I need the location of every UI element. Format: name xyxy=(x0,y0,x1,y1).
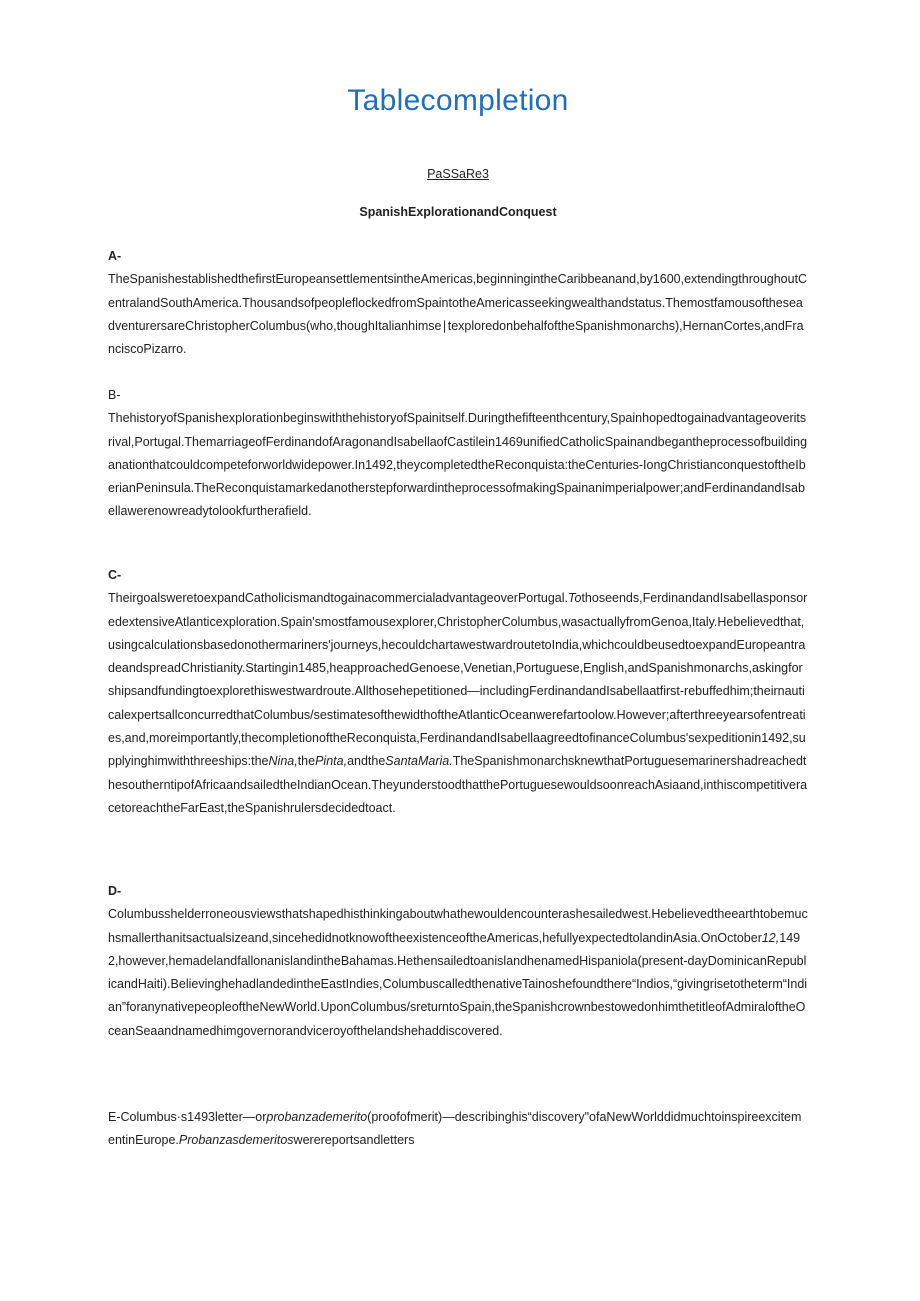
paragraph-e xyxy=(108,1106,808,1153)
paragraph-d-text xyxy=(108,903,808,1043)
paragraph-d-label: D- xyxy=(108,884,122,898)
document-title: Tablecompletion xyxy=(347,84,569,117)
paragraph-c-text-7: andthe xyxy=(347,754,386,769)
paragraph-b-label: B- xyxy=(108,388,121,402)
paragraph-e-text-5: werereportsandletters xyxy=(293,1133,415,1148)
ship-name-pinta: Pinta, xyxy=(315,754,348,769)
paragraph-c-label: C- xyxy=(108,568,122,582)
paragraph-c xyxy=(108,564,808,820)
paragraph-d-text-1: Columbusshelderroneousviewsthatshapedhisthinkingaboutwhathewouldencounterashesailedwest.Hebelievedtheearthtobemuchsmallerthanitsactualsizeand,sincehedidnotknowoftheexistenceoftheAmericas,hefullyexpectedtolandinAsia.OnOctober xyxy=(108,907,808,945)
paragraph-c-text xyxy=(108,587,808,820)
paragraph-c-text-3: thoseends,FerdinandandIsabellasponsoredextensiveAtlanticexploration.Spain'smostfamousexplorer,ChristopherColumbus,wasactuallyfromGenoa,Italy.Hebelievedthat,usingcalculationsbasedonothermariners'journeys,hecouldchartawestwardroutetoIndia,whichcouldbeusedtoexpandEuropeantradeandspreadChristianity.Startingin1485,heapproachedGenoese,Venetian,Portuguese,English,andSpanishmonarchs,askingforshipsandfundingtoexplorethiswestwardroute.Allthosehepetitioned—includingFerdinandandIsabellaatfirst-rebuffedhim;theirnauticalexpertsallconcurredthatColumbus/sestimatesofthewidthoftheAtlanticOceanwerefartoolow.However;afterthreeyearsofentreaties,and,moreimportantly,thecompletionoftheReconquista,FerdinandandIsabellaagreedtofinanceColumbus'sexpeditionin1492,supplyinghimwiththreeships:the xyxy=(108,591,808,769)
paragraph-a-text: TheSpanishestablishedthefirstEuropeansettlementsintheAmericas,beginningintheCaribbeanand,by1600,extendingthroughoutCentralandSouthAmerica.ThousandsofpeopleflockedfromSpaintotheAmericasseekingwealthandstatus.ThemostfamousoftheseadventurersareChristopherColumbus(who,thoughItalianhimse∣texploredonbehalfoftheSpanishmonarchs),HernanCortes,andFranciscoPizarro. xyxy=(108,272,808,357)
paragraph-e-text xyxy=(108,1106,808,1153)
paragraph-b xyxy=(108,384,808,524)
paragraph-e-text-1: Columbus·s1493letter—or xyxy=(120,1110,267,1124)
paragraph-c-text-2: To xyxy=(568,591,582,606)
paragraph-d-text-2: 12, xyxy=(761,930,780,945)
paragraph-e-text-2: probanzademerito xyxy=(266,1110,368,1124)
paragraph-a-label: A- xyxy=(108,249,122,263)
paragraph-e-text-4: Probanzasdemeritos xyxy=(178,1133,294,1148)
ship-name-santa-maria: SantaMaria. xyxy=(385,754,453,769)
paragraph-d-text-3: 1492,however,hemadelandfallonanislandintheBahamas.HethensailedtoanislandhenamedHispaniola(present-dayDominicanRepublicandHaiti).BelievinghehadlandedintheEastIndies,ColumbuscalledthenativeTainoshefoundthere“Indios,“givingrisetotheterm“Indian”foranynativepeopleoftheNewWorld.UponColumbus/sreturntoSpain,theSpanishcrownbestowedonhimthetitleofAdmiraloftheOceanSeaandnamedhimgovernorandviceroyofthelandshehaddiscovered. xyxy=(108,930,808,1038)
paragraph-c-text-1: TheirgoalsweretoexpandCatholicismandtogainacommercialadvantageoverPortugal. xyxy=(108,591,568,606)
paragraph-a xyxy=(108,245,808,361)
paragraph-b-text: ThehistoryofSpanishexplorationbeginswiththehistoryofSpainitself.Duringthefifteenthcentury,Spainhopedtogainadvantageoveritsrival,Portugal.ThemarriageofFerdinandofAragonandIsabellaofCastilein1469unifiedCatholicSpainandbegantheprocessofbuildinganationthatcouldcompeteforworldwidepower.In1492,theycompletedtheReconquista:theCenturies-IongChristianconquestoftheIberianPeninsula.TheReconquistamarkedanotherstepforwardintheprocessofmakingSpainanimperialpower;andFerdinandandIsabellawerenowreadytolookfurtherafield. xyxy=(108,411,808,519)
paragraph-e-text-3: (proofofmerit)—describinghis“discovery"ofaNewWorlddidmuchtoinspireexcitementinEurope. xyxy=(108,1110,802,1148)
passage-subtitle: SpanishExplorationandConquest xyxy=(359,205,557,219)
ship-name-nina: Nina, xyxy=(268,754,298,769)
paragraph-e-label: E- xyxy=(108,1110,121,1124)
paragraph-c-text-5: the xyxy=(297,754,316,769)
passage-label: PaSSaRe3 xyxy=(427,167,489,181)
paragraph-c-text-9: TheSpanishmonarchsknewthatPortuguesemarinershadreachedthesoutherntipofAfricaandsailedtheIndianOcean.TheyunderstoodthatthePortuguesewouldsoonreachAsiaand,inthiscompetitiveracetoreachtheFarEast,theSpanishrulersdecidedtoact. xyxy=(108,754,808,815)
paragraph-d xyxy=(108,880,808,1043)
